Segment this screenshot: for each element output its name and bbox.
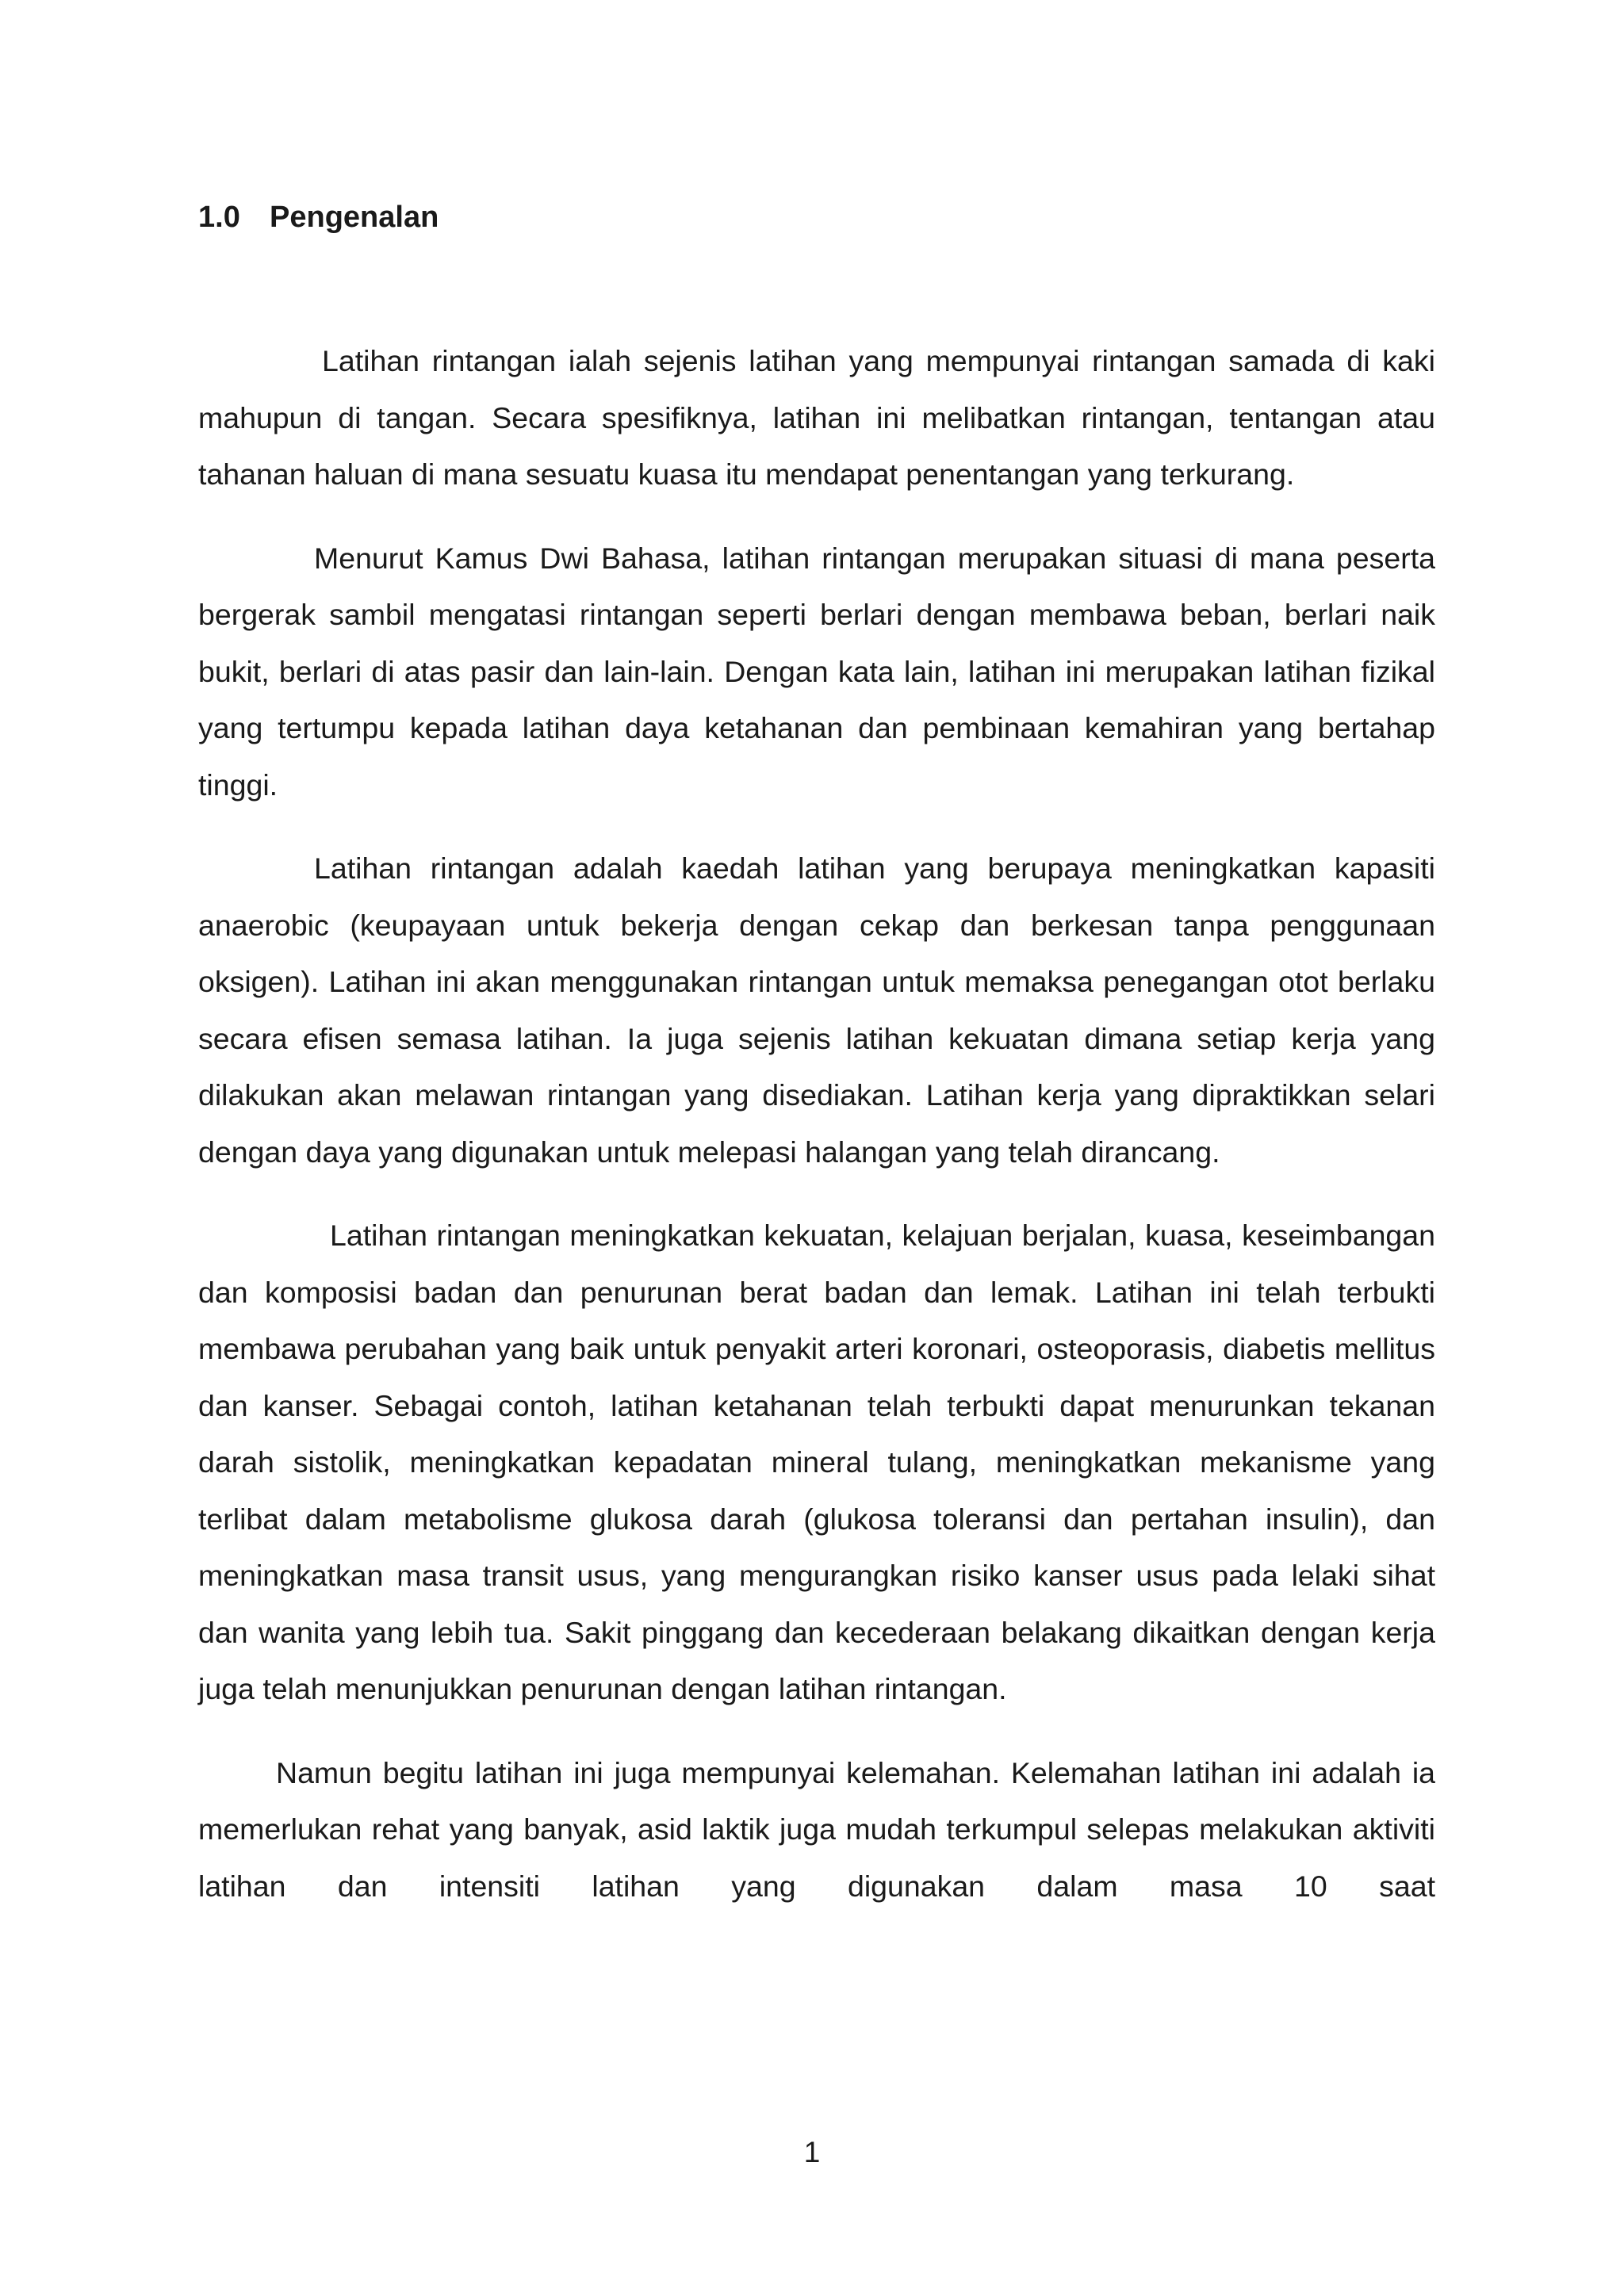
paragraph-2: Menurut Kamus Dwi Bahasa, latihan rintangan merupakan situasi di mana peserta bergerak sambil mengatasi rintangan seperti berlari dengan membawa beban, berlari naik bukit, berlari di atas pasir dan lain-lain. Dengan kata lain, latihan ini merupakan latihan fizikal yang tertumpu kepada latihan daya ketahanan dan pembinaan kemahiran yang bertahap tinggi. xyxy=(198,541,1435,802)
paragraph-5: Namun begitu latihan ini juga mempunyai kelemahan. Kelemahan latihan ini adalah ia memerlukan rehat yang banyak, asid laktik juga mudah terkumpul selepas melakukan aktiviti latihan dan intensiti latihan yang digunakan dalam masa 10 saat xyxy=(198,1755,1435,1903)
section-title: Pengenalan xyxy=(270,201,439,234)
paragraph-4: Latihan rintangan meningkatkan kekuatan, kelajuan berjalan, kuasa, keseimbangan dan komposisi badan dan penurunan berat badan dan lemak. Latihan ini telah terbukti membawa perubahan yang baik untuk penyakit arteri koronari, osteoporasis, diabetis mellitus dan kanser. Sebagai contoh, latihan ketahanan telah terbukti dapat menurunkan tekanan darah sistolik, meningkatkan kepadatan mineral tulang, meningkatkan mekanisme yang terlibat dalam metabolisme glukosa darah (glukosa toleransi dan pertahan insulin), dan meningkatkan masa transit usus, yang mengurangkan risiko kanser usus pada lelaki sihat dan wanita yang lebih tua. Sakit pinggang dan kecederaan belakang dikaitkan dengan kerja juga telah menunjukkan penurunan dengan latihan rintangan. xyxy=(198,1219,1435,1705)
paragraph-1: Latihan rintangan ialah sejenis latihan yang mempunyai rintangan samada di kaki mahupun di tangan. Secara spesifiknya, latihan ini melibatkan rintangan, tentangan atau tahanan haluan di mana sesuatu kuasa itu mendapat penentangan yang terkurang. xyxy=(198,344,1435,491)
paragraph-3: Latihan rintangan adalah kaedah latihan yang berupaya meningkatkan kapasiti anaerobic (keupayaan untuk bekerja dengan cekap dan berkesan tanpa penggunaan oksigen). Latihan ini akan menggunakan rintangan untuk memaksa penegangan otot berlaku secara efisen semasa latihan. Ia juga sejenis latihan kekuatan dimana setiap kerja yang dilakukan akan melawan rintangan yang disediakan. Latihan kerja yang dipraktikkan selari dengan daya yang digunakan untuk melepasi halangan yang telah dirancang. xyxy=(198,851,1435,1169)
page-number: 1 xyxy=(803,2136,821,2168)
section-number: 1.0 xyxy=(198,201,240,234)
body-text xyxy=(198,333,1435,1915)
section-heading xyxy=(198,193,439,241)
